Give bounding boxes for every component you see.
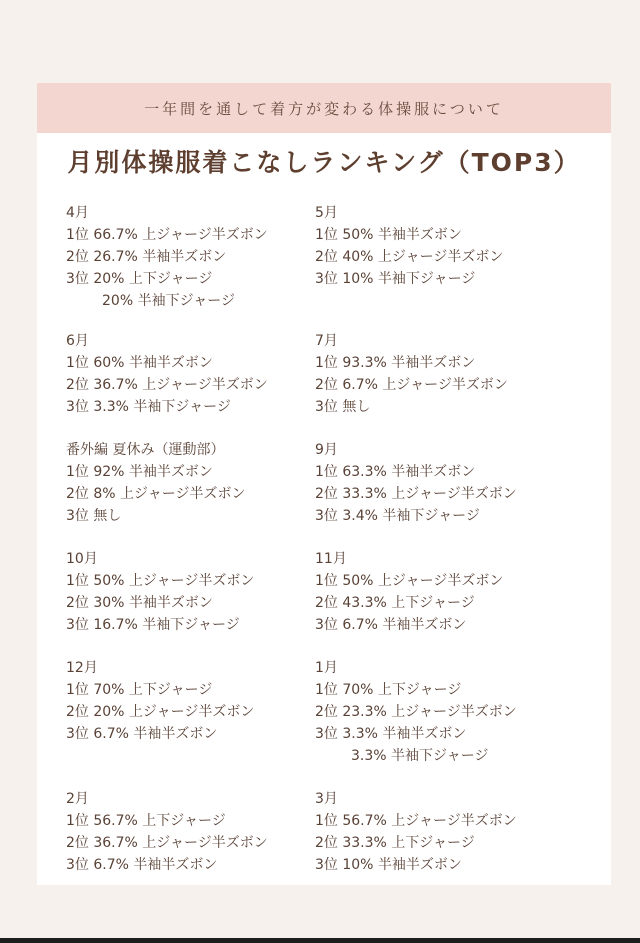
month-block-june [66,330,268,418]
rank-line: 2位 43.3% 上下ジャージ [315,595,475,611]
rank-line: 2位 26.7% 半袖半ズボン [66,249,227,265]
month-block-december [66,657,254,745]
month-block-november [315,548,503,636]
bottom-bar [0,938,640,943]
month-label: 4月 [66,205,89,221]
month-block-summer-break [66,439,245,527]
rank-line: 3位 無し [315,399,371,415]
month-block-march [315,788,517,876]
rank-line: 1位 56.7% 上ジャージ半ズボン [315,813,517,829]
month-label: 11月 [315,551,347,567]
month-block-may [315,202,503,290]
rank-line: 3.3% 半袖下ジャージ [351,748,489,764]
rank-line: 2位 33.3% 上ジャージ半ズボン [315,486,517,502]
month-label: 5月 [315,205,338,221]
month-label: 10月 [66,551,98,567]
month-block-october [66,548,254,636]
month-label: 12月 [66,660,98,676]
rank-line: 1位 70% 上下ジャージ [315,682,462,698]
subtitle-band [37,83,611,133]
rank-line: 1位 63.3% 半袖半ズボン [315,464,476,480]
rank-line: 3位 6.7% 半袖半ズボン [66,857,218,873]
month-label: 3月 [315,791,338,807]
rank-line: 1位 56.7% 上下ジャージ [66,813,226,829]
rank-line: 2位 23.3% 上ジャージ半ズボン [315,704,517,720]
page-title: 月別体操服着こなしランキング（TOP3） [67,148,581,177]
rank-line: 2位 30% 半袖半ズボン [66,595,213,611]
rank-line: 1位 50% 上ジャージ半ズボン [66,573,255,589]
rank-line: 1位 50% 半袖半ズボン [315,227,462,243]
rank-line: 1位 92% 半袖半ズボン [66,464,213,480]
month-block-april [66,202,268,312]
rank-line: 3位 6.7% 半袖半ズボン [315,617,467,633]
rank-line: 3位 3.3% 半袖半ズボン [315,726,467,742]
rank-line: 2位 6.7% 上ジャージ半ズボン [315,377,508,393]
month-block-july [315,330,508,418]
rank-line: 3位 10% 半袖半ズボン [315,857,462,873]
rank-line: 1位 60% 半袖半ズボン [66,355,213,371]
rank-line: 1位 50% 上ジャージ半ズボン [315,573,504,589]
rank-line: 2位 20% 上ジャージ半ズボン [66,704,255,720]
rank-line: 2位 36.7% 上ジャージ半ズボン [66,835,268,851]
rank-line: 3位 16.7% 半袖下ジャージ [66,617,240,633]
rank-line: 1位 66.7% 上ジャージ半ズボン [66,227,268,243]
rank-line: 3位 6.7% 半袖半ズボン [66,726,218,742]
rank-line: 2位 40% 上ジャージ半ズボン [315,249,504,265]
month-label: 番外編 夏休み（運動部） [66,442,225,458]
rank-line: 1位 70% 上下ジャージ [66,682,213,698]
month-block-february [66,788,268,876]
rank-line: 2位 33.3% 上下ジャージ [315,835,475,851]
rank-line: 2位 8% 上ジャージ半ズボン [66,486,246,502]
month-label: 1月 [315,660,338,676]
subtitle: 一年間を通して着方が変わる体操服について [144,99,504,118]
rank-line: 20% 半袖下ジャージ [102,293,236,309]
month-block-september [315,439,517,527]
rank-line: 3位 3.4% 半袖下ジャージ [315,508,480,524]
rank-line: 3位 無し [66,508,122,524]
month-block-january [315,657,517,767]
rank-line: 1位 93.3% 半袖半ズボン [315,355,476,371]
rank-line: 3位 10% 半袖下ジャージ [315,271,476,287]
rank-line: 2位 36.7% 上ジャージ半ズボン [66,377,268,393]
month-label: 2月 [66,791,89,807]
month-label: 9月 [315,442,338,458]
month-label: 7月 [315,333,338,349]
ranking-card [37,83,611,885]
month-label: 6月 [66,333,89,349]
rank-line: 3位 3.3% 半袖下ジャージ [66,399,231,415]
rank-line: 3位 20% 上下ジャージ [66,271,213,287]
